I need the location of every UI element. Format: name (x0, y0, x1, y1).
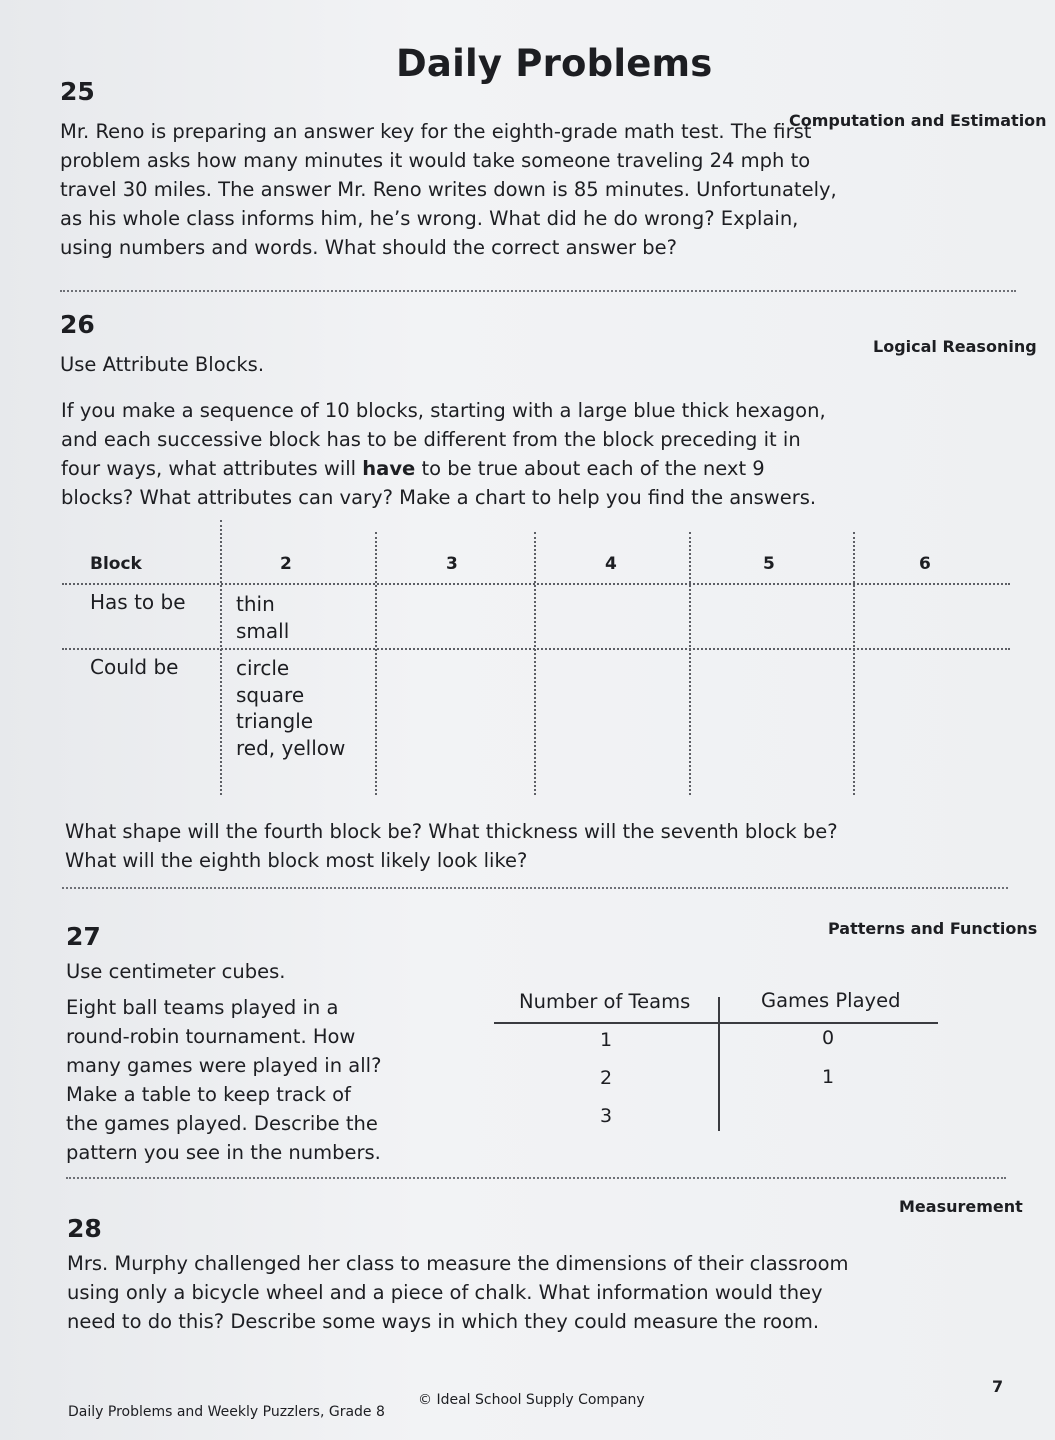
problem-25-line: as his whole class informs him, he’s wrong. What did he do wrong? Explain, (60, 207, 799, 230)
table-rule (718, 997, 720, 1131)
chart-grid-line (62, 648, 1010, 650)
problem-26-line (61, 454, 961, 483)
divider (66, 1177, 1006, 1179)
problem-27-line: many games were played in all? (66, 1054, 382, 1077)
question-line: What shape will the fourth block be? What thickness will the seventh block be? (65, 820, 838, 843)
cell-value: thin (236, 592, 275, 616)
chart-grid-line (375, 532, 377, 795)
emphasis-have: have (362, 457, 416, 480)
problem-26-line-end: to be true about each of the next 9 (415, 457, 765, 480)
has-to-be-values (236, 591, 289, 644)
problem-25-line: problem asks how many minutes it would take someone traveling 24 mph to (60, 149, 811, 172)
divider (62, 887, 1008, 889)
cell-value: small (236, 618, 290, 643)
teams-value: 3 (600, 1105, 613, 1127)
problem-27-line: Eight ball teams played in a (66, 996, 339, 1019)
problem-27-line: Make a table to keep track of (66, 1083, 351, 1106)
problem-28-line: need to do this? Describe some ways in which they could measure the room. (67, 1310, 820, 1333)
problem-25-line: Mr. Reno is preparing an answer key for the eighth-grade math test. The first (60, 120, 812, 143)
games-value: 1 (822, 1066, 835, 1088)
row-label-has-to-be: Has to be (90, 590, 186, 614)
problem-25-line: using numbers and words. What should the correct answer be? (60, 236, 677, 259)
header-block: Block (90, 554, 142, 574)
cell-value: square (236, 682, 305, 707)
teams-value: 2 (600, 1067, 613, 1089)
problem-25-category: Computation and Estimation (789, 111, 1047, 130)
problem-26-category: Logical Reasoning (873, 337, 1037, 356)
question-line: What will the eighth block most likely look like? (65, 849, 528, 872)
problem-26-intro: Use Attribute Blocks. (60, 353, 265, 376)
header-4: 4 (605, 554, 617, 574)
problem-26-text (61, 396, 961, 512)
problem-25-text (60, 117, 930, 262)
problem-27-text (66, 993, 486, 1167)
chart-grid-line (853, 532, 855, 795)
divider (60, 290, 1016, 292)
header-3: 3 (446, 554, 458, 574)
col-games-played: Games Played (761, 989, 901, 1012)
footer-book-title: Daily Problems and Weekly Puzzlers, Grade 8 (68, 1404, 385, 1420)
cell-value: triangle (236, 709, 314, 733)
problem-26-line: and each successive block has to be different from the block preceding it in (61, 428, 801, 451)
problem-25-number: 25 (60, 77, 95, 106)
problem-27-category: Patterns and Functions (828, 919, 1038, 938)
problem-26-line: If you make a sequence of 10 blocks, starting with a large blue thick hexagon, (61, 399, 826, 422)
could-be-values (236, 655, 345, 761)
problem-28-category: Measurement (899, 1197, 1023, 1216)
chart-grid-line (62, 583, 1010, 585)
problem-27-line: round-robin tournament. How (66, 1025, 356, 1048)
chart-grid-line (220, 520, 222, 795)
problem-26-questions (65, 817, 965, 875)
footer-copyright: © Ideal School Supply Company (418, 1392, 645, 1408)
problem-26-line: blocks? What attributes can vary? Make a chart to help you find the answers. (61, 486, 817, 509)
cell-value: circle (236, 656, 290, 680)
problem-27-number: 27 (66, 922, 101, 951)
problem-26-line-start: four ways, what attributes will (61, 457, 363, 480)
header-2: 2 (280, 554, 292, 574)
table-rule (494, 1022, 938, 1024)
problem-27-line: pattern you see in the numbers. (66, 1141, 381, 1164)
row-label-could-be: Could be (90, 655, 179, 679)
problem-26-number: 26 (60, 310, 95, 339)
page-title: Daily Problems (396, 42, 713, 85)
problem-27-line: the games played. Describe the (66, 1112, 378, 1135)
problem-27-intro: Use centimeter cubes. (66, 960, 286, 983)
chart-grid-line (534, 532, 536, 795)
games-value: 0 (822, 1027, 835, 1049)
header-6: 6 (919, 554, 931, 574)
header-5: 5 (763, 554, 775, 574)
problem-25-line: travel 30 miles. The answer Mr. Reno writes down is 85 minutes. Unfortunately, (60, 178, 837, 201)
col-number-of-teams: Number of Teams (519, 990, 691, 1013)
problem-28-text (67, 1249, 967, 1336)
teams-value: 1 (600, 1029, 613, 1051)
attribute-chart (62, 520, 1012, 795)
page-number: 7 (992, 1377, 1004, 1396)
problem-28-number: 28 (67, 1214, 102, 1243)
cell-value: red, yellow (236, 735, 346, 760)
problem-28-line: Mrs. Murphy challenged her class to measure the dimensions of their classroom (67, 1252, 849, 1275)
problem-28-line: using only a bicycle wheel and a piece of chalk. What information would they (67, 1281, 823, 1304)
chart-grid-line (689, 532, 691, 795)
